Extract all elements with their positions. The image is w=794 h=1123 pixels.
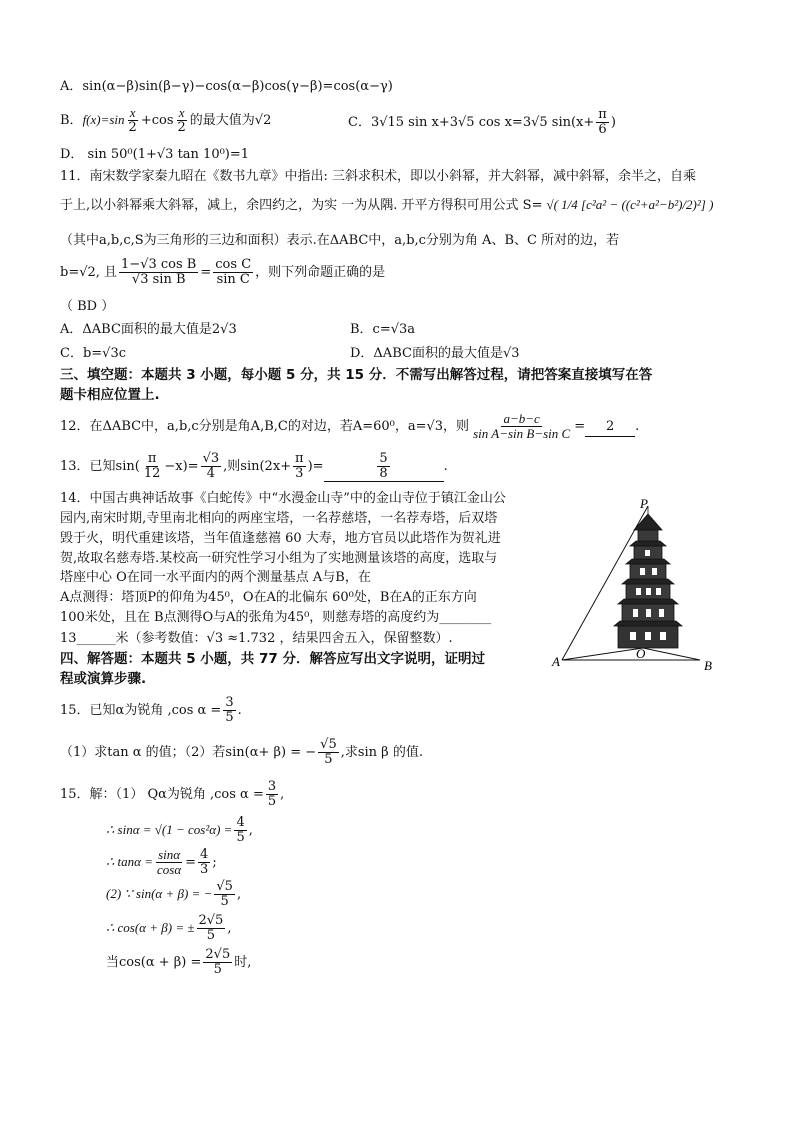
q11-option-d: D．ΔABC面积的最大值是√3 bbox=[350, 346, 520, 361]
pagoda-drawing bbox=[614, 506, 682, 648]
q12-answer: 2 bbox=[585, 418, 635, 437]
section4-heading-line2: 程或演算步骤. bbox=[60, 671, 147, 687]
q14-line7: 100米处，且在 B点测得O与A的张角为45⁰，则慈寿塔的高度约为________ bbox=[60, 610, 492, 625]
q15-stem: 15．已知α为锐角 ,cos α = $\frac{3}{5}$ . bbox=[60, 695, 242, 725]
solution-line5: ∴ cos(α + β) = ± $\frac{2√5}{5}$ , bbox=[106, 913, 232, 943]
q10-option-c: C．3√15 sin x+3√5 cos x=3√5 sin(x+ $\frac{\pi}{6}$ ) bbox=[348, 107, 616, 137]
q11-option-b: B．c=√3a bbox=[350, 322, 416, 337]
q13-answer: $\frac{5}{8}$ bbox=[324, 452, 444, 482]
q11-stem-line2: 于上,以小斜幂乘大斜幂，减上，余四约之，为实 一为从隅. 开平方得积可用公式 S= √( 1/4 [c²a² − ((c²+a²−b²)/2)²] ) bbox=[60, 197, 714, 213]
section3-heading-line1: 三、填空题：本题共 3 小题，每小题 5 分，共 15 分．不需写出解答过程，请把答案直接填写在答 bbox=[60, 367, 653, 383]
solution-line6: 当cos(α + β) = $\frac{2√5}{5}$ 时, bbox=[106, 947, 252, 977]
section4-heading-line1: 四、解答题：本题共 5 小题，共 77 分．解答应写出文字说明，证明过 bbox=[60, 651, 485, 667]
solution-line4: (2) ∵ sin(α + β) = − $\frac{√5}{5}$ , bbox=[106, 879, 242, 909]
q11-stem-line3: （其中a,b,c,S为三角形的三边和面积）表示.在ΔABC中，a,b,c分别为角 A、B、C 所对的边，若 bbox=[60, 233, 620, 248]
pagoda-diagram bbox=[548, 498, 728, 678]
q14-line2: 园内,南宋时期,寺里南北相向的两座宝塔，一名荐慈塔，一名荐寿塔，后双塔 bbox=[60, 511, 498, 526]
q13-question: 13．已知sin( $\frac{\pi}{12}$ −x)= $\frac{√3}{4}$ ,则sin(2x+ $\frac{\pi}{3}$ )= $\frac{5}{8}$ . bbox=[60, 451, 448, 481]
solution-line1: 15．解：（1） Qα为锐角 ,cos α = $\frac{3}{5}$ , bbox=[60, 779, 285, 809]
q11-stem-line1: 11．南宋数学家秦九昭在《数书九章》中指出: 三斜求积术，即以小斜幂，并大斜幂，减中斜幂，余半之，自乘 bbox=[60, 169, 697, 184]
q10-option-b: B．f(x)=sin $\frac{x}{2}$ +cos $\frac{x}{2}$ 的最大值为√2 bbox=[60, 105, 272, 135]
pagoda-figure bbox=[548, 498, 728, 678]
section3-heading-line2: 题卡相应位置上. bbox=[60, 387, 160, 403]
label-b: B bbox=[704, 658, 712, 673]
q14-line4: 贺,故取名慈寿塔.某校高一研究性学习小组为了实地测量该塔的高度，选取与 bbox=[60, 551, 498, 566]
q10-option-d: D． sin 50⁰(1+√3 tan 10⁰)=1 bbox=[60, 147, 250, 162]
q11-answer: （ BD ） bbox=[60, 299, 115, 314]
label-a: A bbox=[552, 654, 560, 669]
label-p: P bbox=[640, 498, 648, 511]
solution-line2: ∴ sinα = √(1 − cos²α) = $\frac{4}{5}$ , bbox=[106, 815, 253, 845]
q14-line3: 毁于火，明代重建该塔，当年值逢慈禧 60 大寿，地方官员以此塔作为贺礼进 bbox=[60, 531, 501, 546]
q14-line6: A点测得：塔顶P的仰角为45⁰，O在A的北偏东 60⁰处，B在A的正东方向 bbox=[60, 590, 477, 605]
label-o: O bbox=[636, 646, 646, 661]
q12-question: 12．在ΔABC中，a,b,c分别是角A,B,C的对边，若A=60⁰，a=√3，则 $\frac{a-b-c}{\text{sin A−sin B−sin C}}$ = 2 . bbox=[60, 411, 640, 441]
q11-option-c: C．b=√3c bbox=[60, 346, 126, 361]
q11-option-a: A．ΔABC面积的最大值是2√3 bbox=[60, 322, 237, 337]
q10-option-a: A．sin(α−β)sin(β−γ)−cos(α−β)cos(γ−β)=cos(α−γ) bbox=[60, 79, 393, 94]
q14-line8: 13______米（参考数值：√3 ≈1.732 ，结果四舍五入，保留整数）. bbox=[60, 631, 453, 646]
q14-line1: 14．中国古典神话故事《白蛇传》中“水漫金山寺”中的金山寺位于镇江金山公 bbox=[60, 491, 506, 506]
q11-stem-line4: b=√2, 且 $\frac{\text{1−√3 cos B}}{\text{√3 sin B}}$ = $\frac{\text{cos C}}{\text{sin C}}$ ，则下列命题正确的是 bbox=[60, 257, 386, 287]
solution-line3: ∴ tanα = $\frac{\sin\alpha}{\cos\alpha}$ = $\frac{4}{3}$ ; bbox=[106, 847, 217, 877]
q15-parts: （1）求tan α 的值；（2）若sin(α+ β) = − $\frac{√5}{5}$ ,求sin β 的值. bbox=[60, 737, 423, 767]
q14-line5: 塔座中心 O在同一水平面内的两个测量基点 A与B，在 bbox=[60, 570, 371, 585]
q11-area-formula: √( 1/4 [c²a² − ((c²+a²−b²)/2)²] ) bbox=[546, 197, 714, 212]
